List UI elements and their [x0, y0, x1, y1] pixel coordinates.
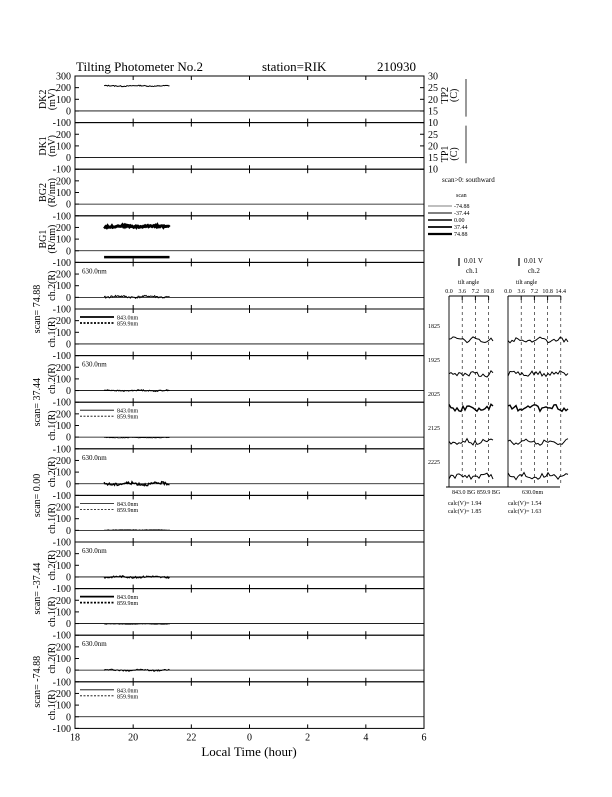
ch2-profile-line — [508, 405, 568, 412]
right-tick-label: 30 — [428, 71, 438, 83]
panel-s3c1 — [47, 495, 424, 548]
y-tick-label: 100 — [56, 467, 71, 479]
y-tick-label: 0 — [66, 712, 71, 724]
wavelength-note: 630.0nm — [82, 453, 107, 462]
right-tick-label: 15 — [428, 153, 438, 165]
y-tick-label: -100 — [52, 490, 71, 502]
panel-s5c1 — [47, 682, 424, 735]
ch1-label: ch.1 — [466, 267, 478, 275]
series-line — [104, 482, 169, 486]
ch1-calc-2: calc(V)= 1.85 — [448, 509, 482, 515]
y-axis-label: ch.2(R) — [47, 363, 58, 395]
ch2-calc-2: calc(V)= 1.63 — [508, 509, 542, 515]
y-tick-label: 200 — [56, 83, 71, 95]
right-tick-label: 10 — [428, 164, 438, 176]
y-tick-label: 200 — [56, 549, 71, 561]
y-tick-label: 200 — [56, 222, 71, 234]
side-panel — [428, 176, 568, 515]
time-label: 1825 — [428, 324, 440, 330]
y-tick-label: 0 — [66, 665, 71, 677]
y-tick-label: -100 — [52, 257, 71, 269]
x-tick-label: 4 — [363, 732, 369, 744]
wavelength-note: 630.0nm — [82, 267, 107, 276]
y-tick-label: -100 — [52, 537, 71, 549]
series-line — [104, 529, 169, 530]
wavelength-note: 630.0nm — [82, 360, 107, 369]
y-tick-label: 0 — [66, 479, 71, 491]
scan-label: scan= -37.44 — [32, 562, 43, 615]
panel-frame — [75, 76, 424, 123]
ch1-tilt-tick-label: 10.8 — [483, 289, 494, 295]
y-tick-label: 100 — [56, 374, 71, 386]
scan-legend-label: 0.00 — [454, 218, 465, 224]
panel-s3c2 — [32, 449, 424, 517]
y-tick-label: 200 — [56, 269, 71, 281]
ch2-label: ch.2 — [528, 267, 540, 275]
y-tick-label: 200 — [56, 502, 71, 514]
y-tick-label: 0 — [66, 246, 71, 258]
scan-legend-label: 74.88 — [454, 232, 468, 238]
x-axis — [70, 732, 427, 759]
series-line — [104, 576, 169, 578]
chart-title: Tilting Photometer No.2 — [76, 59, 204, 74]
y-axis-label: ch.2(R) — [47, 456, 58, 488]
y-tick-label: 0 — [66, 619, 71, 631]
x-tick-label: 6 — [421, 732, 427, 744]
y-tick-label: 100 — [56, 94, 71, 106]
legend-label-1: 843.0nm — [117, 688, 139, 695]
y-tick-label: -100 — [52, 677, 71, 689]
series-line — [104, 295, 169, 298]
legend-label-1: 843.0nm — [117, 408, 139, 415]
ch1-tilt-tick-label: 3.6 — [458, 289, 466, 295]
y-tick-label: -100 — [52, 444, 71, 456]
y-tick-label: -100 — [52, 118, 71, 130]
panel-frame — [75, 449, 424, 496]
scan-legend-label: 37.44 — [454, 225, 468, 231]
y-tick-label: 100 — [56, 700, 71, 712]
ch1-tilt-tick-label: 7.2 — [471, 289, 480, 295]
y-tick-label: 200 — [56, 129, 71, 141]
panel-s4c2 — [32, 542, 424, 614]
right-tick-label: 20 — [428, 141, 438, 153]
panel-frame — [75, 635, 424, 682]
panel-bg1 — [38, 216, 424, 269]
y-tick-label: 100 — [56, 281, 71, 293]
panel-frame — [75, 123, 424, 170]
ch2-profile-line — [508, 337, 568, 343]
y-tick-label: 100 — [56, 188, 71, 199]
ch1-profile-line — [449, 337, 493, 343]
ch2-foot-label: 630.0nm — [522, 490, 544, 496]
y-tick-label: 200 — [56, 688, 71, 700]
y-tick-label: 200 — [56, 362, 71, 374]
ch1-profile-line — [449, 439, 493, 445]
legend-label-2: 859.9nm — [117, 414, 139, 421]
scan-label: scan= 37.44 — [32, 377, 43, 427]
right-tick-label: 15 — [428, 106, 438, 118]
time-label: 1925 — [428, 358, 440, 364]
right-tick-label: 25 — [428, 83, 438, 95]
y-tick-label: 200 — [56, 176, 71, 188]
y-tick-label: 0 — [66, 525, 71, 537]
panel-s2c2 — [32, 356, 424, 427]
right-tick-label: 20 — [428, 94, 438, 106]
y-tick-label: 0 — [66, 106, 71, 118]
date-label: 210930 — [377, 59, 416, 74]
y-tick-label: 0 — [66, 292, 71, 304]
y-axis-label: ch.2(R) — [47, 270, 58, 301]
y-tick-label: 0 — [66, 339, 71, 351]
y-tick-label: -100 — [52, 397, 71, 409]
y-axis-label: (mV) — [47, 135, 58, 157]
scan-legend-label: -74.88 — [454, 204, 470, 210]
y-tick-label: -100 — [52, 584, 71, 596]
panel-frame — [75, 216, 424, 263]
y-axis-label: ch.1(R) — [47, 317, 58, 348]
legend-label-1: 843.0nm — [117, 595, 139, 602]
x-tick-label: 2 — [305, 732, 311, 744]
y-tick-label: 0 — [66, 199, 71, 211]
ch1-scale-label: 0.01 V — [464, 257, 483, 265]
panel-s5c2 — [32, 635, 424, 707]
y-tick-label: 100 — [56, 607, 71, 619]
scan-legend-title: scan — [456, 193, 467, 199]
y-axis-label: ch.1(R) — [47, 503, 58, 534]
ch1-profile-line — [449, 404, 493, 411]
y-tick-label: 0 — [66, 432, 71, 444]
ch2-tilt-tick-label: 7.2 — [530, 289, 539, 295]
y-axis-label: DK1 — [38, 136, 49, 156]
legend-label-2: 859.9nm — [117, 694, 139, 701]
y-axis-label: BG1 — [38, 229, 49, 249]
ch1-profile-line — [449, 473, 493, 479]
y-tick-label: 300 — [56, 71, 71, 83]
wavelength-note: 630.0nm — [82, 640, 107, 649]
y-tick-label: 100 — [56, 327, 71, 339]
legend-label-2: 859.9nm — [117, 507, 139, 514]
ch2-tilt-tick-label: 10.8 — [542, 289, 553, 295]
ch2-tilt-tick-label: 14.4 — [555, 289, 567, 295]
panel-s4c1 — [47, 589, 424, 642]
panel-frame — [75, 356, 424, 403]
y-tick-label: 100 — [56, 560, 71, 572]
ch1-tilt-label: tilt angle — [458, 280, 480, 286]
scan-label: scan= 74.88 — [32, 284, 43, 334]
ch2-profile-line — [508, 439, 568, 446]
right-axis-label: TP2 — [440, 86, 451, 104]
y-tick-label: 0 — [66, 386, 71, 398]
panel-frame — [75, 262, 424, 309]
series-line — [104, 390, 169, 392]
y-tick-label: 200 — [56, 642, 71, 654]
legend-label-2: 859.9nm — [117, 601, 139, 608]
y-tick-label: 100 — [56, 234, 71, 246]
ch2-tilt-label: tilt angle — [516, 280, 538, 286]
right-tick-label: 10 — [428, 118, 438, 130]
ch2-tilt-tick-label: 0.0 — [504, 289, 512, 295]
ch2-profile-line — [508, 371, 568, 377]
y-tick-label: 0 — [66, 572, 71, 584]
wavelength-note: 630.0nm — [82, 547, 107, 555]
time-label: 2025 — [428, 392, 440, 398]
scan-label: scan= -74.88 — [32, 655, 43, 708]
panel-s2c1 — [47, 402, 424, 455]
y-tick-label: -100 — [52, 351, 71, 363]
ch2-scale-label: 0.01 V — [524, 257, 543, 265]
y-tick-label: 200 — [56, 455, 71, 467]
ch1-profile-line — [449, 371, 493, 377]
y-axis-label: ch.1(R) — [47, 596, 58, 628]
panel-dk2 — [38, 72, 466, 130]
y-axis-label: ch.1(R) — [47, 689, 58, 721]
panel-frame — [75, 169, 424, 216]
y-tick-label: -100 — [52, 211, 71, 223]
panel-dk1 — [38, 123, 466, 176]
station-label: station=RIK — [262, 59, 327, 74]
y-tick-label: 100 — [56, 141, 71, 153]
y-tick-label: -100 — [52, 304, 71, 316]
legend-label-1: 843.0nm — [117, 501, 139, 508]
ch1-calc-1: calc(V)= 1.94 — [448, 501, 482, 507]
series-line — [104, 225, 169, 228]
y-tick-label: 200 — [56, 409, 71, 421]
time-label: 2225 — [428, 460, 440, 466]
y-axis-label: (mV) — [47, 88, 58, 111]
ch1-tilt-tick-label: 0.0 — [445, 289, 453, 295]
ch2-calc-1: calc(V)= 1.54 — [508, 501, 542, 507]
time-label: 2125 — [428, 426, 440, 432]
y-tick-label: 200 — [56, 316, 71, 328]
right-axis-label: TP1 — [440, 145, 451, 163]
right-axis-label: (C) — [449, 88, 460, 102]
panel-bg2 — [38, 169, 424, 222]
panels — [32, 72, 466, 735]
series-line — [104, 624, 169, 625]
scan-label: scan= 0.00 — [32, 473, 43, 518]
y-tick-label: 0 — [66, 153, 71, 165]
y-tick-label: -100 — [52, 723, 71, 735]
x-tick-label: 22 — [186, 732, 197, 744]
y-tick-label: -100 — [52, 164, 71, 176]
x-axis-label: Local Time (hour) — [201, 744, 297, 759]
y-tick-label: 100 — [56, 421, 71, 432]
y-axis-label: ch.2(R) — [47, 643, 58, 674]
y-axis-label: (R/nm) — [47, 224, 58, 254]
y-axis-label: ch.1(R) — [47, 410, 58, 441]
panel-frame — [75, 542, 424, 589]
y-axis-label: ch.2(R) — [47, 550, 58, 581]
right-tick-label: 25 — [428, 129, 438, 141]
panel-s1c1 — [47, 309, 424, 362]
x-tick-label: 0 — [247, 732, 252, 744]
y-tick-label: 200 — [56, 595, 71, 607]
ch1-foot-label: 843.0 BG 859.9 BG — [452, 490, 501, 496]
scan-direction-label: scan>0: southward — [442, 176, 495, 184]
y-axis-label: BG2 — [38, 183, 49, 202]
x-tick-label: 20 — [128, 732, 139, 744]
y-tick-label: 100 — [56, 514, 71, 526]
ch2-profile-line — [508, 473, 568, 480]
legend-label-2: 859.9nm — [117, 321, 139, 328]
legend-label-1: 843.0nm — [117, 315, 139, 322]
x-tick-label: 18 — [70, 732, 80, 744]
right-axis-label: (C) — [449, 147, 460, 161]
y-tick-label: -100 — [52, 630, 71, 642]
y-axis-label: DK2 — [38, 89, 49, 110]
y-tick-label: 100 — [56, 654, 71, 665]
series-line — [104, 85, 169, 86]
ch2-tilt-tick-label: 3.6 — [517, 289, 525, 295]
scan-legend-label: -37.44 — [454, 211, 470, 217]
y-axis-label: (R/nm) — [47, 178, 58, 207]
